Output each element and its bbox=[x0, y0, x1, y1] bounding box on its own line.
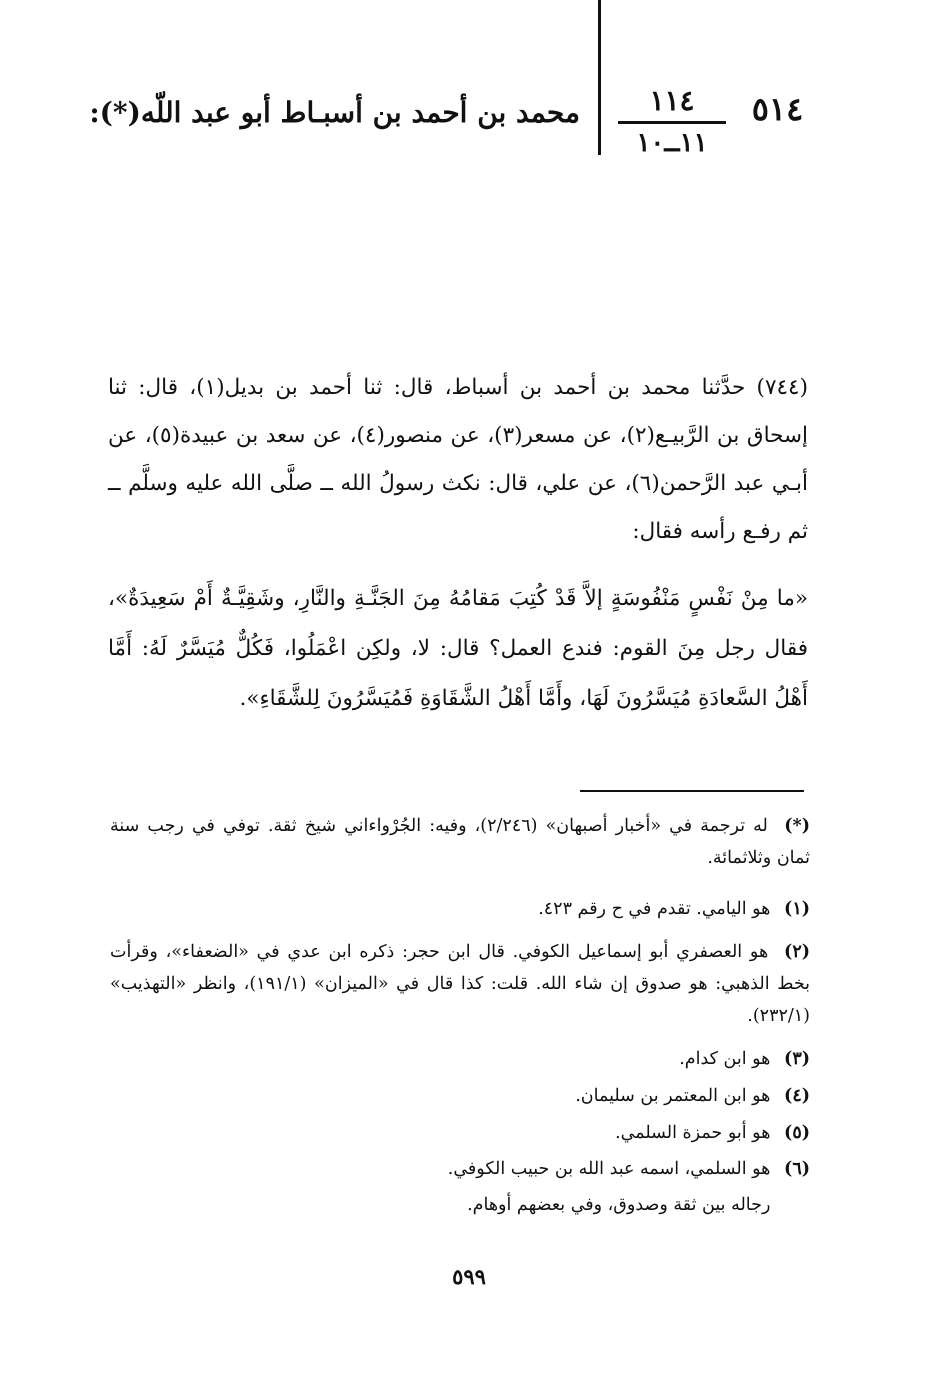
closing-note bbox=[110, 1189, 810, 1221]
footnote-star bbox=[110, 810, 810, 874]
footnote-1 bbox=[110, 893, 810, 925]
header-fraction bbox=[618, 84, 726, 158]
footnote-6 bbox=[110, 1153, 810, 1185]
footnote-marker: (*) bbox=[784, 816, 810, 836]
footnote-text: له ترجمة في «أخبار أصبهان» (٢/٢٤٦)، وفيه: الجُرْواءاني شيخ ثقة. توفي في رجب سنة ثمان وثلاثمائة. bbox=[110, 816, 810, 868]
page-number: ٥٩٩ bbox=[452, 1264, 486, 1289]
footnote-separator bbox=[580, 790, 804, 792]
footnote-marker: (٢) bbox=[784, 942, 810, 962]
footnote-text: هو أبو حمزة السلمي. bbox=[615, 1123, 771, 1143]
hadith-isnad: (٧٤٤) حدَّثنا محمد بن أحمد بن أسباط، قال: ثنا أحمد بن بديل(١)، قال: ثنا إسحاق بن الرَّبيـع(٢)، عن مسعر(٣)، عن منصور(٤)، عن سعد بن عبيدة(٥)، عن أبـي عبد الرَّحمن(٦)، عن علي، قال: نكث رسولُ الله ــ صلَّى الله عليه وسلَّم ــ ثم رفـع رأسه فقال: bbox=[108, 375, 809, 544]
footnote-marker: (٥) bbox=[784, 1123, 810, 1143]
footnote-marker: (٦) bbox=[784, 1159, 810, 1179]
closing-note-text: رجاله بين ثقة وصدوق، وفي بعضهم أوهام. bbox=[467, 1195, 771, 1215]
entry-title: محمد بن أحمد بن أسبـاط أبو عبد اللّه(*): bbox=[89, 96, 580, 129]
footnote-marker: (٤) bbox=[784, 1086, 810, 1106]
fraction-bar bbox=[618, 121, 726, 124]
footnote-2 bbox=[110, 936, 810, 1032]
header-vertical-rule bbox=[598, 0, 601, 155]
fraction-numerator: ١١٤ bbox=[649, 84, 695, 117]
footnote-5 bbox=[110, 1117, 810, 1149]
footnote-text: هو ابن المعتمر بن سليمان. bbox=[575, 1086, 771, 1106]
footnote-text: هو ابن كدام. bbox=[679, 1049, 771, 1069]
hadith-matn: «ما مِنْ نَفْسٍ مَنْفُوسَةٍ إلاَّ قَدْ كُتِبَ مَقامُهُ مِنَ الجَنَّـةِ والنَّارِ، وشَقِيَّـةٌ أَمْ سَعِيدَةٌ»، فقال رجل مِنَ القوم: فندع العمل؟ قال: لا، ولكِن اعْمَلُوا، فَكُلٌّ مُيَسَّرٌ لَهُ: أَمَّا أَهْلُ السَّعادَةِ مُيَسَّرُونَ لَهَا، وأَمَّا أَهْلُ الشَّقَاوَةِ فَمُيَسَّرُونَ لِلشَّقَاءِ». bbox=[108, 586, 808, 711]
footnote-marker: (٣) bbox=[784, 1049, 810, 1069]
footnote-4 bbox=[110, 1080, 810, 1112]
fraction-denominator: ١١ــ١٠ bbox=[636, 128, 708, 158]
footnote-text: هو العصفري أبو إسماعيل الكوفي. قال ابن حجر: ذكره ابن عدي في «الضعفاء»، وقرأت بخط الذهبي: هو صدوق إن شاء الله. قلت: كذا قال في «الميزان» (١٩١/١)، وانظر «التهذيب» (٢٣٢/١). bbox=[110, 942, 810, 1026]
footnote-text: هو اليامي. تقدم في ح رقم ٤٢٣. bbox=[538, 899, 771, 919]
footnote-marker: (١) bbox=[784, 899, 810, 919]
footnote-text: هو السلمي، اسمه عبد الله بن حبيب الكوفي. bbox=[447, 1159, 771, 1179]
footnote-3 bbox=[110, 1043, 810, 1075]
entry-number: ٥١٤ bbox=[751, 90, 804, 128]
